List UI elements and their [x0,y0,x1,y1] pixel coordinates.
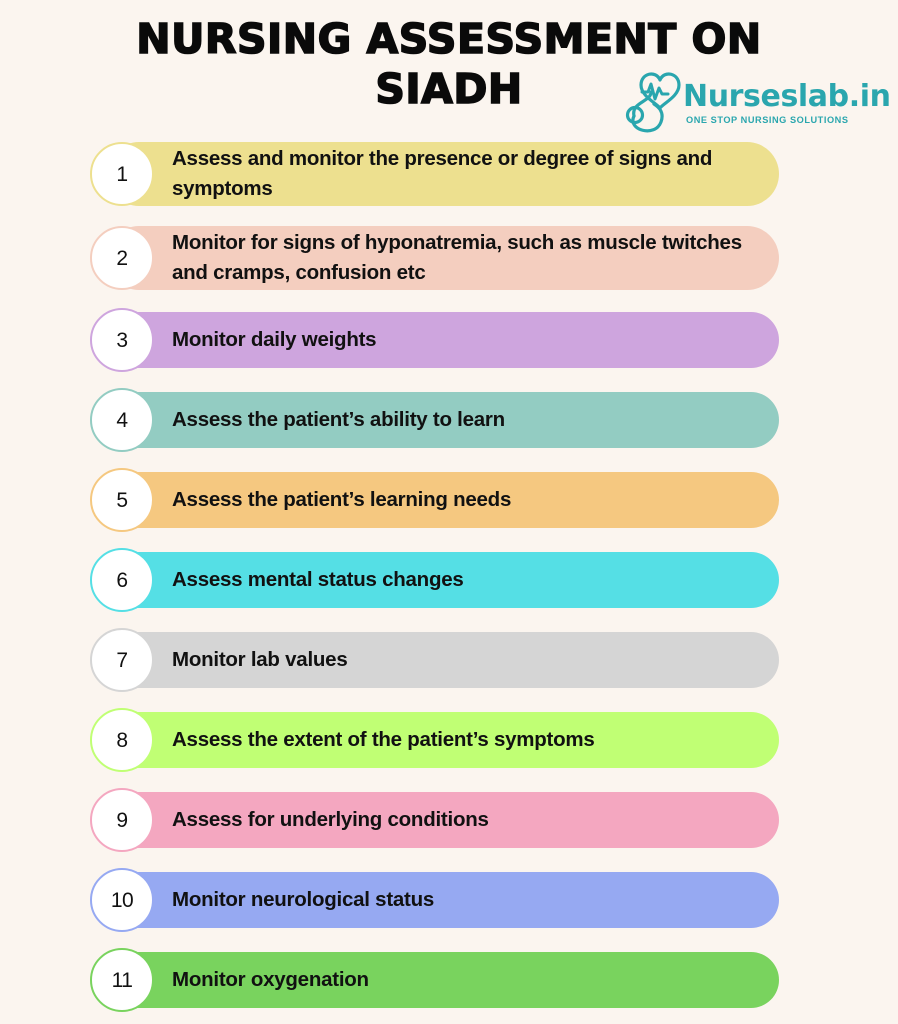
list-item[interactable] [0,216,898,300]
list-item[interactable] [0,780,898,860]
assessment-bar [107,872,779,928]
item-number-badge[interactable] [90,788,154,852]
item-number-badge[interactable] [90,388,154,452]
list-item[interactable] [0,940,898,1020]
logo-name: Nurseslab.in [683,79,891,114]
assessment-text: Assess the patient’s learning needs [172,488,512,511]
list-item[interactable] [0,132,898,216]
list-item[interactable] [0,860,898,940]
assessment-bar [107,472,779,528]
item-number-badge[interactable] [90,468,154,532]
assessment-bar [107,312,779,368]
assessment-text: Monitor for signs of hyponatremia, such as muscle twitches and cramps, confusion etc [172,231,742,284]
item-number: 5 [116,488,128,512]
assessment-text: Monitor daily weights [172,328,377,351]
list-item[interactable] [0,540,898,620]
assessment-text: Monitor oxygenation [172,968,369,991]
item-number: 3 [116,328,128,352]
logo-text [683,79,891,125]
item-number: 2 [116,246,128,270]
item-number: 11 [111,968,133,992]
item-number-badge[interactable] [90,548,154,612]
assessment-bar [107,792,779,848]
item-number: 8 [116,728,128,752]
item-number-badge[interactable] [90,142,154,206]
assessment-bar [107,952,779,1008]
assessment-bar [107,632,779,688]
list-item[interactable] [0,380,898,460]
item-number: 4 [116,408,128,432]
assessment-text: Assess the patient’s ability to learn [172,408,505,431]
page-title: NURSING ASSESSMENT ON SIADH [136,15,762,113]
item-number-badge[interactable] [90,708,154,772]
assessment-text: Monitor lab values [172,648,348,671]
item-number: 1 [116,162,128,186]
assessment-list [0,132,898,1020]
item-number-badge[interactable] [90,948,154,1012]
list-item[interactable] [0,300,898,380]
item-number-badge[interactable] [90,868,154,932]
assessment-bar [107,552,779,608]
assessment-bar [107,392,779,448]
logo-tagline: ONE STOP NURSING SOLUTIONS [686,115,849,125]
assessment-text: Assess for underlying conditions [172,808,489,831]
item-number: 9 [116,808,128,832]
item-number-badge[interactable] [90,628,154,692]
item-number-badge[interactable] [90,226,154,290]
brand-logo[interactable] [621,58,891,134]
assessment-bar [107,226,779,290]
assessment-bar [107,712,779,768]
header [0,0,898,132]
list-item[interactable] [0,700,898,780]
list-item[interactable] [0,620,898,700]
assessment-text: Assess mental status changes [172,568,464,591]
list-item[interactable] [0,460,898,540]
item-number: 6 [116,568,128,592]
assessment-text: Monitor neurological status [172,888,435,911]
assessment-text: Assess the extent of the patient’s symptoms [172,728,595,751]
assessment-text: Assess and monitor the presence or degree of signs and symptoms [172,147,713,200]
item-number: 7 [116,648,128,672]
item-number-badge[interactable] [90,308,154,372]
assessment-bar [107,142,779,206]
item-number: 10 [110,888,134,912]
